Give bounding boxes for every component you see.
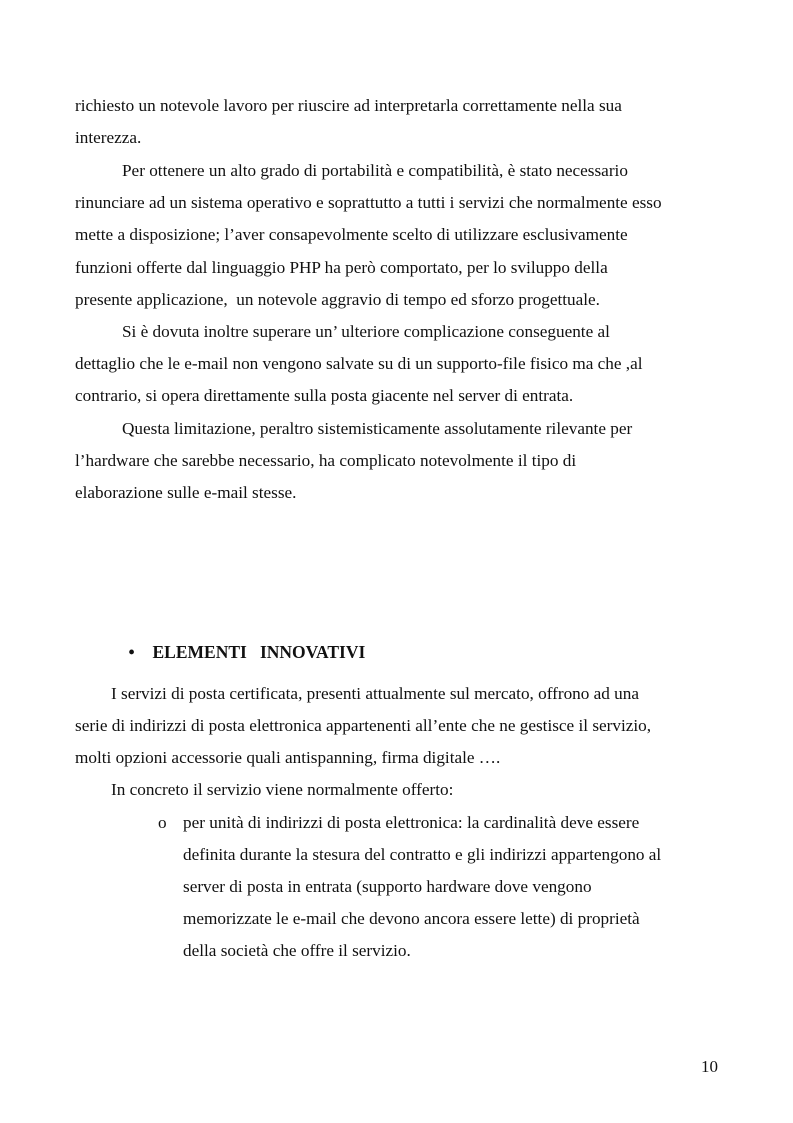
text-line: funzioni offerte dal linguaggio PHP ha però comportato, per lo sviluppo della [75,258,608,277]
text-line: I servizi di posta certificata, presenti attualmente sul mercato, offrono ad una [111,684,639,703]
text-line: presente applicazione, un notevole aggravio di tempo ed sforzo progettuale. [75,290,600,309]
text-line: molti opzioni accessorie quali antispanning, firma digitale …. [75,748,501,767]
page-number: 10 [701,1057,718,1076]
text-line: elaborazione sulle e-mail stesse. [75,483,297,502]
list-item-line: memorizzate le e-mail che devono ancora essere lette) di proprietà [183,909,640,928]
text-line: l’hardware che sarebbe necessario, ha complicato notevolmente il tipo di [75,451,577,470]
intro-line: In concreto il servizio viene normalmente offerto: [111,780,454,799]
text-line: interezza. [75,128,142,147]
text-line: Questa limitazione, peraltro sistemisticamente assolutamente rilevante per [122,419,633,438]
section-title: ELEMENTI INNOVATIVI [152,642,366,662]
list-marker-icon: o [158,813,167,832]
text-line: contrario, si opera direttamente sulla posta giacente nel server di entrata. [75,386,574,405]
text-line: Si è dovuta inoltre superare un’ ulteriore complicazione conseguente al [122,322,610,341]
text-line: serie di indirizzi di posta elettronica appartenenti all’ente che ne gestisce il servizio, [75,716,652,735]
list-item-line: definita durante la stesura del contratto e gli indirizzi appartengono al [183,845,662,864]
list-item-line: per unità di indirizzi di posta elettronica: la cardinalità deve essere [183,813,640,832]
list-item-line: server di posta in entrata (supporto hardware dove vengono [183,877,592,896]
text-line: dettaglio che le e-mail non vengono salvate su di un supporto-file fisico ma che ,al [75,354,643,373]
section-heading [111,619,365,685]
text-line: mette a disposizione; l’aver consapevolmente scelto di utilizzare esclusivamente [75,225,628,244]
bullet-icon: • [128,642,135,662]
list-item-line: della società che offre il servizio. [183,941,411,960]
text-line: rinunciare ad un sistema operativo e soprattutto a tutti i servizi che normalmente esso [75,193,662,212]
text-line: Per ottenere un alto grado di portabilità e compatibilità, è stato necessario [122,161,628,180]
text-line: richiesto un notevole lavoro per riuscire ad interpretarla correttamente nella sua [75,96,622,115]
